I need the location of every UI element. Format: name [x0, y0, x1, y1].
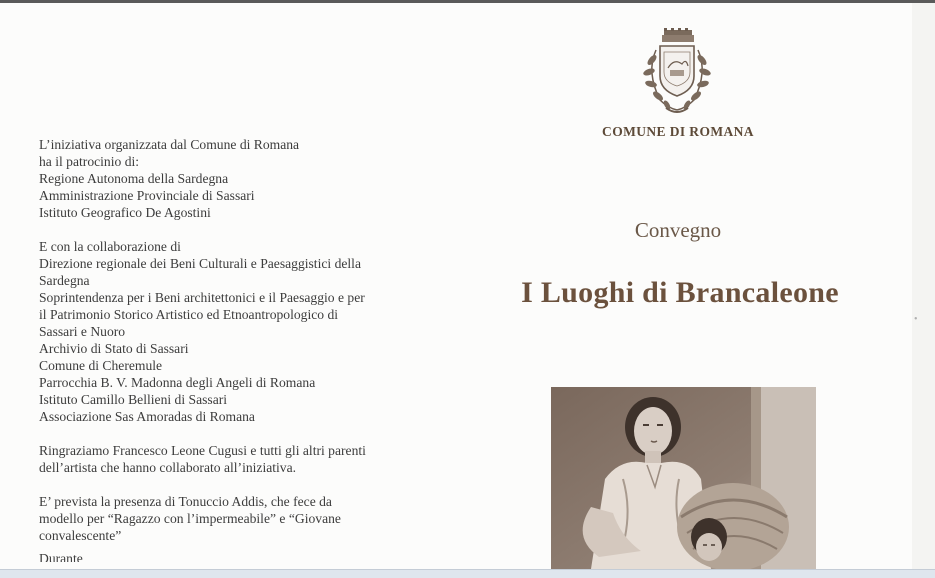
text-line: Sassari e Nuoro: [39, 324, 126, 339]
text-line: Istituto Geografico De Agostini: [39, 205, 211, 220]
intro-block: [39, 136, 439, 221]
text-line: Associazione Sas Amoradas di Romana: [39, 409, 255, 424]
text-line: ha il patrocinio di:: [39, 154, 140, 169]
text-line: Parrocchia B. V. Madonna degli Angeli di Romana: [39, 375, 316, 390]
text-line: Comune di Cheremule: [39, 358, 163, 373]
collaboration-block: [39, 238, 439, 425]
painting-photo-image: [551, 387, 816, 569]
text-line: Archivio di Stato di Sassari: [39, 341, 189, 356]
event-type: Convegno: [634, 218, 722, 242]
scan-mark: •: [914, 314, 918, 325]
comune-coat-of-arms-icon: [630, 28, 724, 120]
text-line: Sardegna: [39, 273, 90, 288]
thanks-block: [39, 442, 439, 476]
text-line: dell’artista che hanno collaborato all’iniziativa.: [39, 460, 297, 475]
text-line: convalescente”: [39, 528, 122, 543]
cut-off-text-line: Durante: [39, 551, 83, 562]
page-margin-strip: [912, 3, 935, 569]
text-line: Soprintendenza per i Beni architettonici e il Paesaggio e per: [39, 290, 365, 305]
comune-name: COMUNE DI ROMANA: [602, 124, 754, 139]
text-line: Istituto Camillo Bellieni di Sassari: [39, 392, 228, 407]
left-column-text: [39, 136, 439, 562]
text-line: E con la collaborazione di: [39, 239, 181, 254]
text-line: L’iniziativa organizzata dal Comune di Romana: [39, 137, 300, 152]
text-line: Direzione regionale dei Beni Culturali e Paesaggistici della: [39, 256, 361, 271]
text-line: E’ prevista la presenza di Tonuccio Addis, che fece da: [39, 494, 332, 509]
text-line: Ringraziamo Francesco Leone Cugusi e tutti gli altri parenti: [39, 443, 366, 458]
text-line: Regione Autonoma della Sardegna: [39, 171, 229, 186]
text-line: il Patrimonio Storico Artistico ed Etnoantropologico di: [39, 307, 339, 322]
presence-block: [39, 493, 439, 562]
event-title: I Luoghi di Brancaleone: [521, 276, 839, 309]
text-line: modello per “Ragazzo con l’impermeabile” e “Giovane: [39, 511, 341, 526]
text-line: Amministrazione Provinciale di Sassari: [39, 188, 255, 203]
